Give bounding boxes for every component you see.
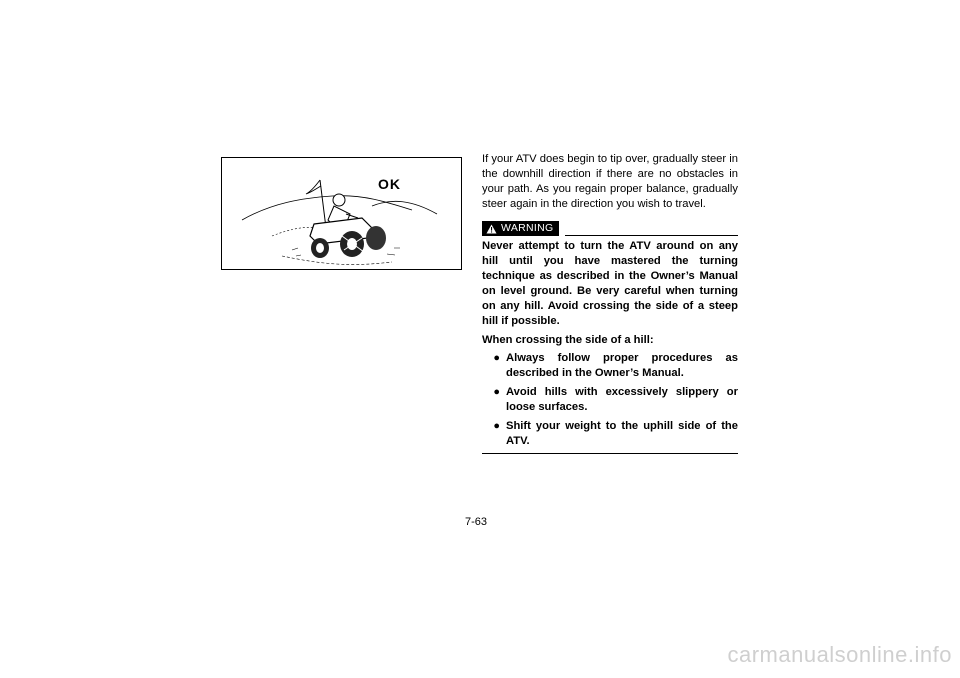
warning-badge [482,221,559,236]
watermark: carmanualsonline.info [727,642,952,667]
illustration-frame [221,157,462,270]
intro-paragraph: If your ATV does begin to tip over, gradually steer in the downhill direction if there are no obstacles in your path. As you regain proper balance, gradually steer again in the direction you wish to travel. [482,153,738,210]
warning-top-rule [565,235,738,236]
list-item-text: Shift your weight to the uphill side of the ATV. [506,420,738,447]
list-item [482,419,738,449]
bullet-icon: ● [493,420,500,432]
warning-label: WARNING [501,222,554,234]
list-item-text: Always follow proper procedures as described in the Owner’s Manual. [506,352,738,379]
warning-triangle-icon [486,224,497,234]
warning-body: Never attempt to turn the ATV around on any hill until you have mastered the turning technique as described in the Owner’s Manual on level ground. Be very careful when turning on any hill. Avoid crossing the side of a steep hill if possible. [482,240,738,327]
crossing-lead: When crossing the side of a hill: [482,334,654,346]
list-item [482,351,738,381]
list-item [482,385,738,415]
precautions-list [482,351,738,449]
page-number: 7-63 [465,516,488,528]
list-item-text: Avoid hills with excessively slippery or loose surfaces. [506,386,738,413]
ok-label: OK [378,176,401,192]
bullet-icon: ● [493,352,500,364]
bullet-icon: ● [493,386,500,398]
text-column [482,152,738,454]
warning-bottom-rule [482,453,738,454]
atv-illustration [222,158,462,270]
warning-header [482,219,738,236]
